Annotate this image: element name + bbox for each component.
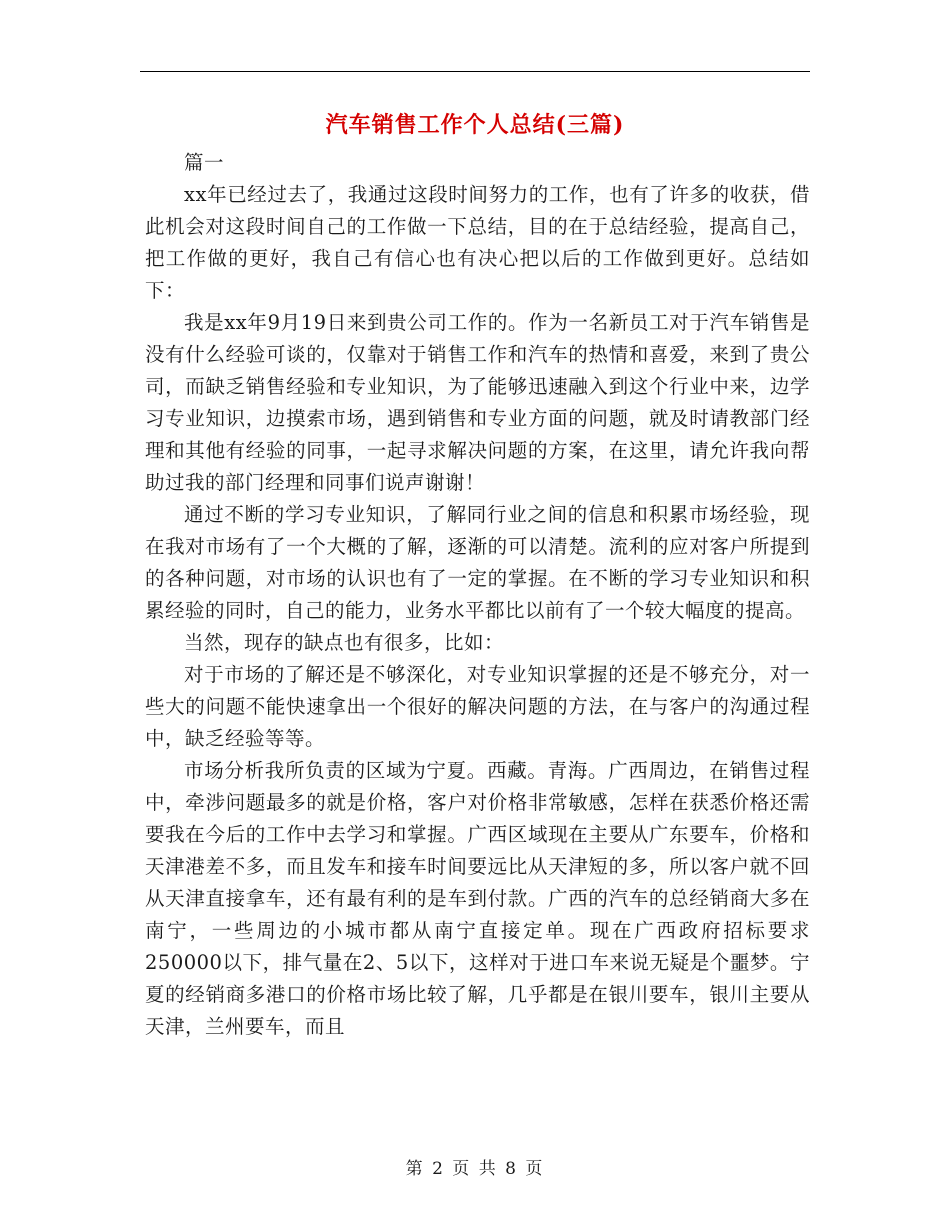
header-rule bbox=[140, 71, 810, 72]
section-heading: 篇一 bbox=[184, 151, 225, 174]
body-paragraph: 当然，现存的缺点也有很多，比如： bbox=[184, 631, 505, 654]
body-paragraph: 对于市场的了解还是不够深化，对专业知识掌握的还是不够充分，对一些大的问题不能快速拿出一个很好的解决问题的方法，在与客户的沟通过程中，缺乏经验等等。 bbox=[145, 663, 810, 750]
body-paragraph: 我是xx年9月19日来到贵公司工作的。作为一名新员工对于汽车销售是没有什么经验可谈的，仅靠对于销售工作和汽车的热情和喜爱，来到了贵公司，而缺乏销售经验和专业知识，为了能够迅速融入到这个行业中来，边学习专业知识，边摸索市场，遇到销售和专业方面的问题，就及时请教部门经理和其他有经验的同事，一起寻求解决问题的方案，在这里，请允许我向帮助过我的部门经理和同事们说声谢谢！ bbox=[145, 311, 810, 494]
document-body bbox=[145, 147, 810, 1043]
document-title: 汽车销售工作个人总结(三篇) bbox=[325, 112, 625, 138]
body-paragraph: xx年已经过去了，我通过这段时间努力的工作，也有了许多的收获，借此机会对这段时间自己的工作做一下总结，目的在于总结经验，提高自己，把工作做的更好，我自己有信心也有决心把以后的工作做到更好。总结如下： bbox=[145, 183, 810, 302]
page-number: 第 2 页 共 8 页 bbox=[405, 1159, 545, 1179]
body-paragraph: 市场分析我所负责的区域为宁夏。西藏。青海。广西周边，在销售过程中，牵涉问题最多的就是价格，客户对价格非常敏感，怎样在获悉价格还需要我在今后的工作中去学习和掌握。广西区域现在主要从广东要车，价格和天津港差不多，而且发车和接车时间要远比从天津短的多，所以客户就不回从天津直接拿车，还有最有利的是车到付款。广西的汽车的总经销商大多在南宁，一些周边的小城市都从南宁直接定单。现在广西政府招标要求250000以下，排气量在2、5以下，这样对于进口车来说无疑是个噩梦。宁夏的经销商多港口的价格市场比较了解，几乎都是在银川要车，银川主要从天津，兰州要车，而且 bbox=[145, 759, 810, 1038]
body-paragraph: 通过不断的学习专业知识，了解同行业之间的信息和积累市场经验，现在我对市场有了一个大概的了解，逐渐的可以清楚。流利的应对客户所提到的各种问题，对市场的认识也有了一定的掌握。在不断的学习专业知识和积累经验的同时，自己的能力，业务水平都比以前有了一个较大幅度的提高。 bbox=[145, 503, 810, 622]
